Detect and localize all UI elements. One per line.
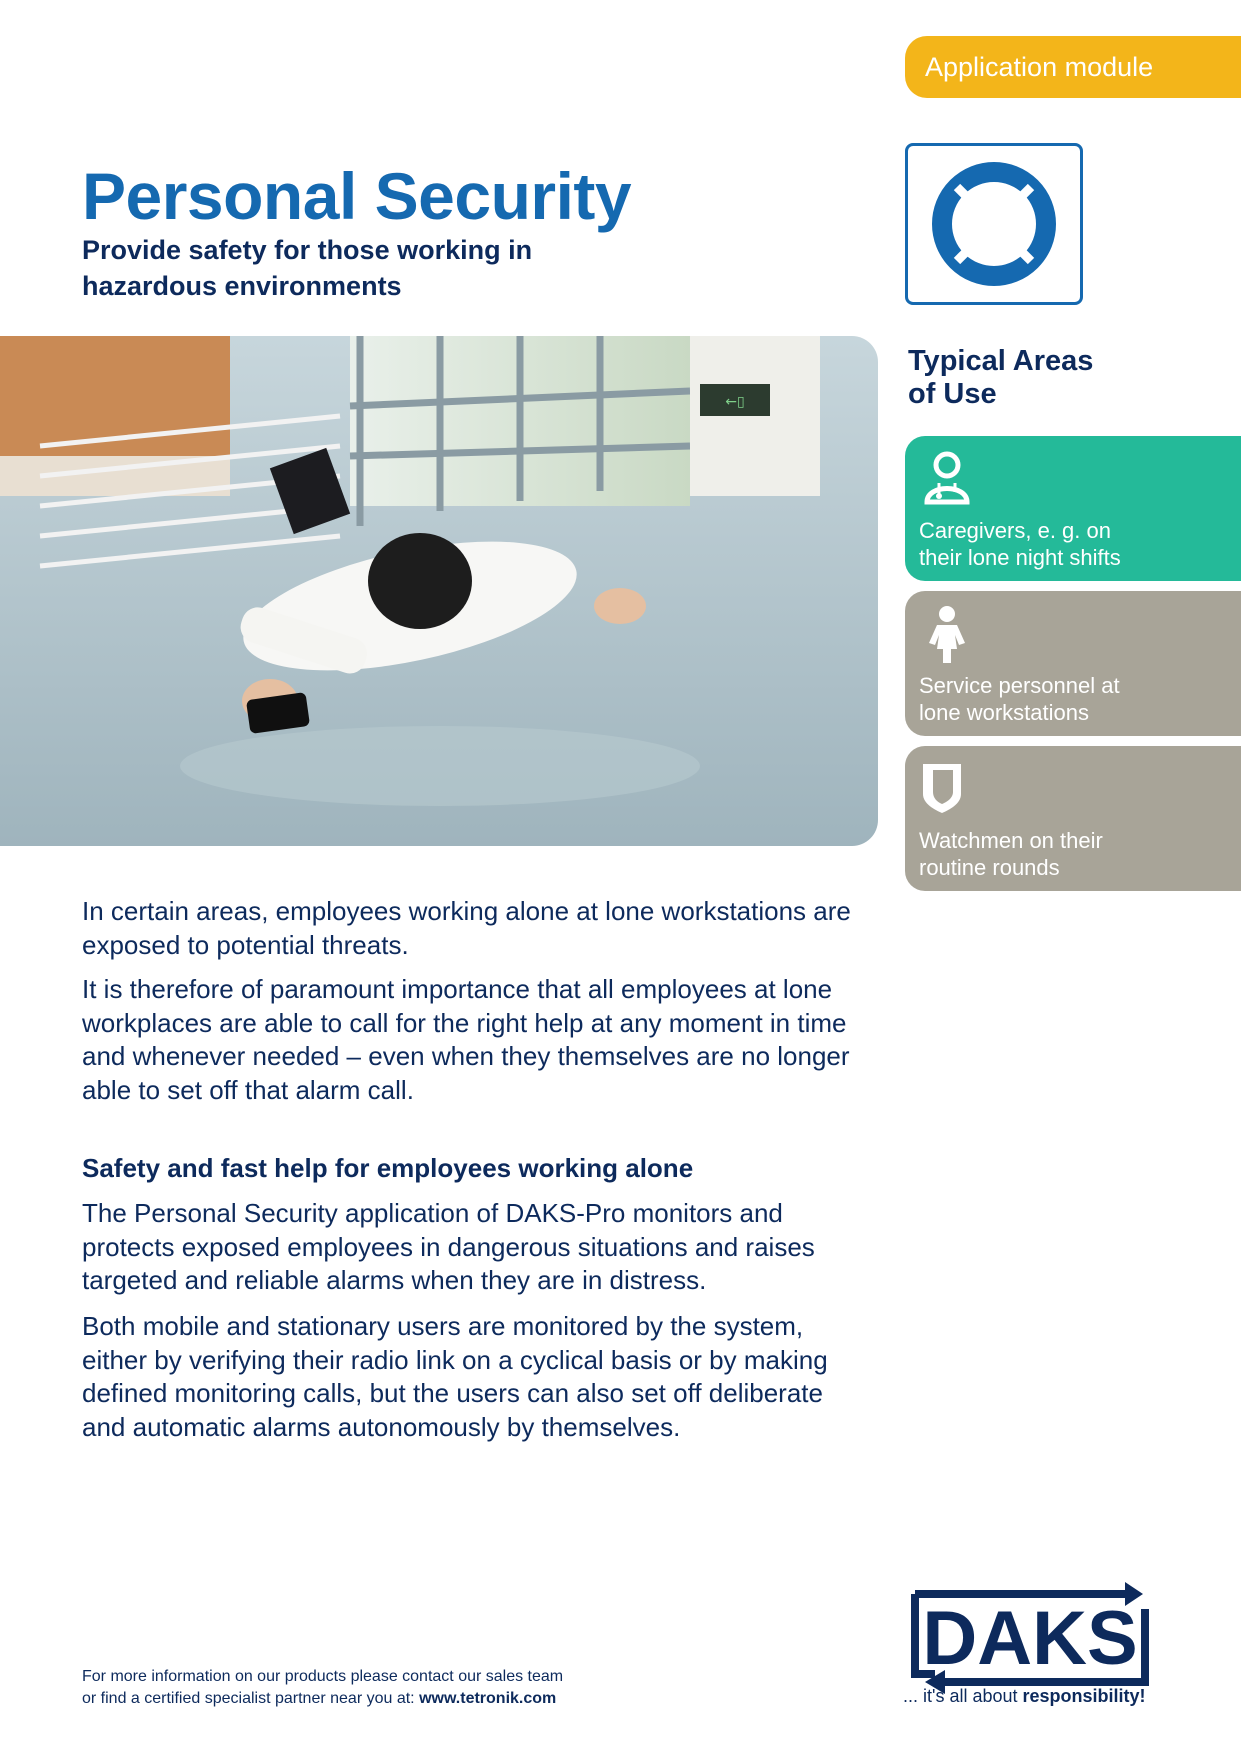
- application-module-tab: [905, 36, 1241, 98]
- footer-line1: For more information on our products please contact our sales team: [82, 1668, 564, 1685]
- svg-text:←▯: ←▯: [725, 394, 745, 410]
- area-card-caregivers: [905, 436, 1241, 581]
- area-card-label: Watchmen on their routine rounds: [919, 828, 1103, 880]
- slogan-bold: responsibility!: [1022, 1686, 1146, 1706]
- hero-photo-illustration: [0, 336, 878, 846]
- caregiver-icon: [919, 450, 975, 511]
- area-card-service-personnel: [905, 591, 1241, 736]
- hero-photo: [0, 336, 878, 846]
- typical-areas-title-line1: Typical Areas: [908, 345, 1094, 377]
- shield-icon: [919, 760, 965, 821]
- service-person-icon: [919, 605, 975, 670]
- footer-line2: or find a certified specialist partner near you at:: [82, 1690, 420, 1707]
- module-icon-box: [905, 143, 1083, 305]
- slogan-prefix: ... it's all about: [903, 1686, 1023, 1706]
- tab-label: Application module: [925, 52, 1154, 82]
- section-heading: Safety and fast help for employees working alone: [82, 1153, 694, 1183]
- intro-paragraph-2: It is therefore of paramount importance that all employees at lone workplaces are able to call for the right help at any moment in time and whenever needed – even when they themselves are no longer able to set off that alarm call.: [82, 974, 850, 1105]
- page-title: Personal Security: [82, 159, 632, 233]
- daks-logo-text: DAKS: [922, 1596, 1138, 1681]
- intro-paragraph-1: In certain areas, employees working alone at lone workstations are exposed to potential threats.: [82, 896, 851, 960]
- slogan: [903, 1686, 1146, 1707]
- area-card-label: Caregivers, e. g. on their lone night shifts: [919, 518, 1121, 570]
- section-paragraph-1: The Personal Security application of DAKS-Pro monitors and protects exposed employees in dangerous situations and raises targeted and reliable alarms when they are in distress.: [82, 1198, 815, 1295]
- typical-areas-title: [908, 345, 1128, 411]
- lifebuoy-icon: [929, 159, 1059, 289]
- page-subtitle: Provide safety for those working in hazardous environments: [82, 235, 533, 301]
- area-card-watchmen: [905, 746, 1241, 891]
- footer-contact: [82, 1666, 602, 1710]
- typical-areas-title-line2: of Use: [908, 378, 997, 410]
- section-paragraph-2: Both mobile and stationary users are monitored by the system, either by verifying their radio link on a cyclical basis or by making defined monitoring calls, but the users can also set off deliberate and automatic alarms autonomously by themselves.: [82, 1311, 828, 1442]
- footer-url-link[interactable]: www.tetronik.com: [419, 1690, 557, 1707]
- area-card-label: Service personnel at lone workstations: [919, 673, 1120, 725]
